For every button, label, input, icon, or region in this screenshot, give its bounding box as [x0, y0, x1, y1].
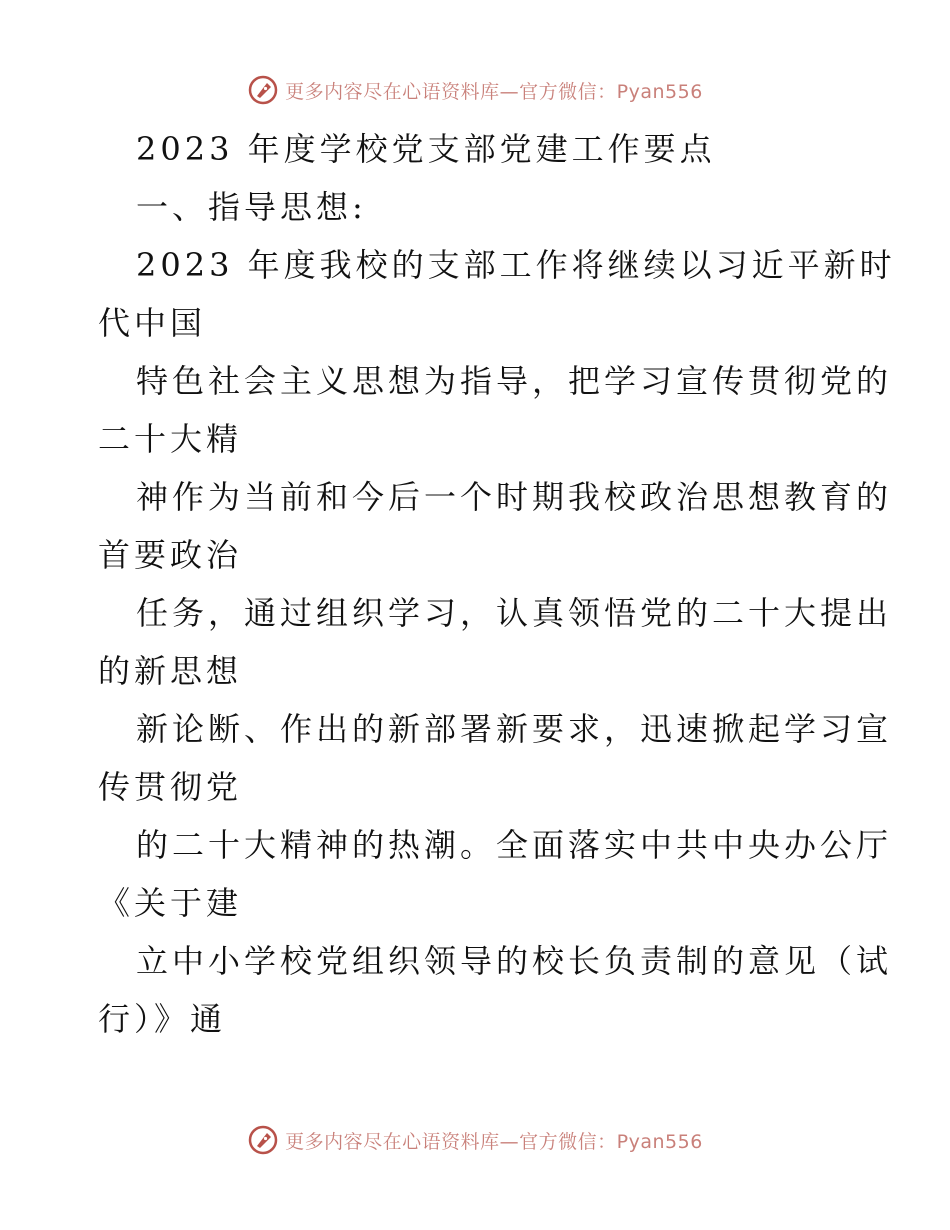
watermark-banner-bottom — [0, 1120, 950, 1160]
text-line: 的二十大精神的热潮。全面落实中共中央办公厅 — [136, 826, 893, 864]
text-line: 2023 年度我校的支部工作将继续以习近平新时 — [136, 246, 896, 284]
text-line: 立中小学校党组织领导的校长负责制的意见（试 — [136, 942, 893, 980]
text-line: 神作为当前和今后一个时期我校政治思想教育的 — [136, 478, 893, 516]
text-line: 《关于建 — [98, 884, 243, 922]
text-line: 任务，通过组织学习，认真领悟党的二十大提出 — [136, 594, 893, 632]
text-line: 首要政治 — [98, 536, 243, 574]
text-line: 新论断、作出的新部署新要求，迅速掀起学习宣 — [136, 710, 893, 748]
text-line: 一、指导思想: — [136, 188, 367, 226]
text-line: 行）》通 — [98, 1000, 227, 1038]
watermark-text: 更多内容尽在心语资料库—官方微信：Pyan556 — [285, 1130, 703, 1153]
text-line: 二十大精 — [98, 420, 243, 458]
text-line: 的新思想 — [98, 652, 243, 690]
watermark-text: 更多内容尽在心语资料库—官方微信：Pyan556 — [285, 80, 703, 103]
pen-nib-logo-icon — [247, 74, 279, 106]
watermark-banner-top — [0, 70, 950, 110]
text-line: 特色社会主义思想为指导，把学习宣传贯彻党的 — [136, 362, 893, 400]
text-line: 传贯彻党 — [98, 768, 243, 806]
document-body — [98, 120, 896, 1048]
pen-nib-logo-icon — [247, 1124, 279, 1156]
text-line: 2023 年度学校党支部党建工作要点 — [136, 130, 716, 168]
text-line: 代中国 — [98, 304, 207, 342]
